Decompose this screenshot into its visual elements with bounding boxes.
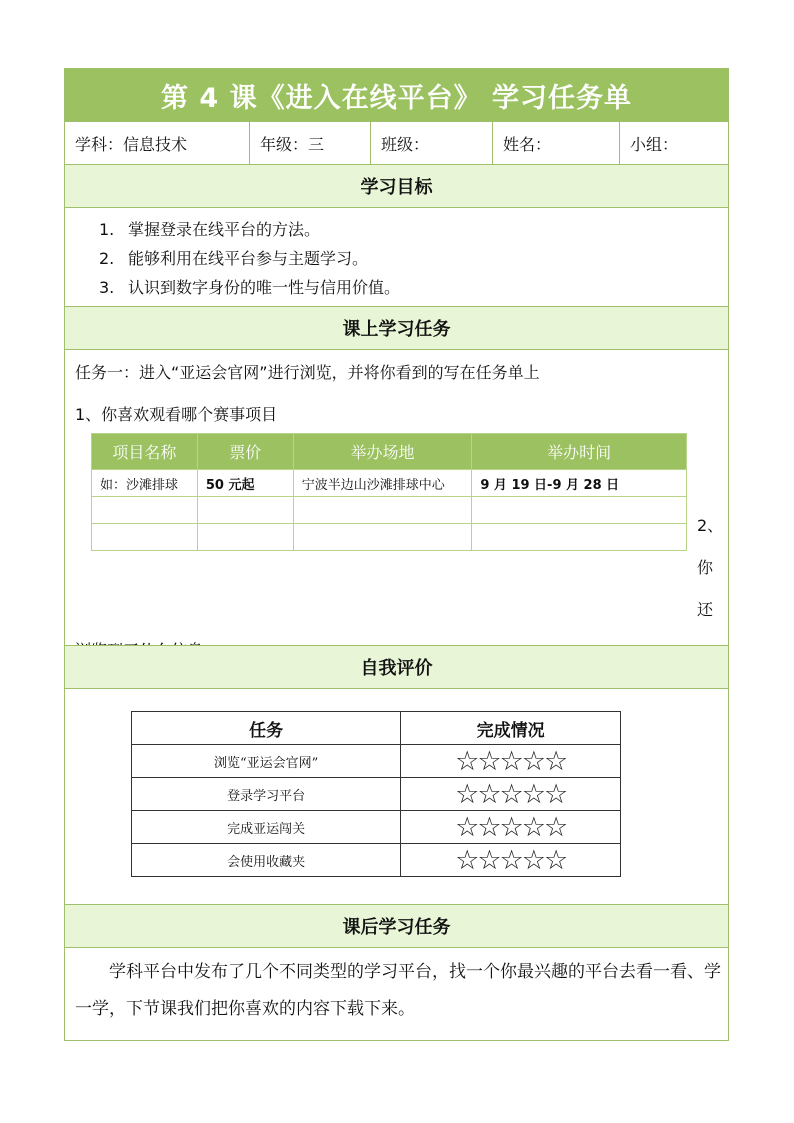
goals-heading: 学习目标 [65, 164, 728, 207]
column-header: 项目名称 [92, 434, 198, 470]
question-one-text: 1、你喜欢观看哪个赛事项目 [75, 405, 278, 424]
title-band [65, 69, 728, 121]
table-row [92, 524, 687, 551]
self-eval-heading: 自我评价 [65, 645, 728, 688]
task-one-text: 任务一：进入“亚运会官网”进行浏览，并将你看到的写在任务单上 [75, 363, 540, 382]
table-row [132, 811, 621, 844]
star-rating[interactable] [401, 811, 621, 844]
column-header: 任务 [132, 712, 401, 745]
after-class-heading: 课后学习任务 [65, 904, 728, 947]
table-row [92, 470, 687, 497]
page-title: 第 4 课《进入在线平台》 学习任务单 [161, 82, 632, 114]
goal-item: 3. 认识到数字身份的唯一性与信用价值。 [99, 278, 401, 297]
eval-task: 完成亚运闯关 [132, 811, 401, 844]
star-rating[interactable] [401, 778, 621, 811]
star-icon[interactable]: ☆☆☆☆☆ [455, 811, 567, 843]
column-header: 举办时间 [472, 434, 687, 470]
table-cell[interactable] [197, 497, 293, 524]
column-header: 票价 [197, 434, 293, 470]
group-cell: 小组： [630, 134, 679, 154]
events-table [91, 433, 687, 551]
question-two-char: 你 [697, 558, 714, 577]
grade-cell: 年级：三 [250, 122, 371, 164]
column-header: 举办场地 [293, 434, 472, 470]
star-icon[interactable]: ☆☆☆☆☆ [455, 745, 567, 777]
class-cell: 班级： [371, 122, 493, 164]
column-header: 完成情况 [401, 712, 621, 745]
table-cell[interactable] [92, 524, 198, 551]
table-cell: 9 月 19 日-9 月 28 日 [472, 470, 687, 497]
table-header-row [132, 712, 621, 745]
table-row [132, 844, 621, 877]
table-cell[interactable] [197, 524, 293, 551]
star-rating[interactable] [401, 844, 621, 877]
star-icon[interactable]: ☆☆☆☆☆ [455, 778, 567, 810]
goal-item: 1. 掌握登录在线平台的方法。 [99, 220, 321, 239]
eval-task: 会使用收藏夹 [132, 844, 401, 877]
table-cell[interactable] [472, 497, 687, 524]
question-two-char: 还 [697, 600, 714, 619]
eval-task: 浏览“亚运会官网” [132, 745, 401, 778]
star-icon[interactable]: ☆☆☆☆☆ [455, 844, 567, 876]
class-tasks-section [65, 349, 728, 645]
table-cell: 如：沙滩排球 [92, 470, 198, 497]
table-cell[interactable] [472, 524, 687, 551]
question-two-prefix: 2、 [697, 516, 724, 535]
eval-task: 登录学习平台 [132, 778, 401, 811]
table-header-row [92, 434, 687, 470]
table-cell[interactable] [293, 524, 472, 551]
table-cell[interactable] [92, 497, 198, 524]
table-cell: 宁波半边山沙滩排球中心 [293, 470, 472, 497]
table-row [92, 497, 687, 524]
table-cell: 50 元起 [197, 470, 293, 497]
class-tasks-heading: 课上学习任务 [65, 306, 728, 349]
table-cell[interactable] [293, 497, 472, 524]
self-eval-section [65, 688, 728, 904]
table-row [132, 745, 621, 778]
name-cell: 姓名： [493, 122, 620, 164]
goals-list [65, 207, 728, 306]
after-class-text: 学科平台中发布了几个不同类型的学习平台，找一个你最兴趣的平台去看一看、学一学，下节课我们把你喜欢的内容下载下来。 [65, 947, 728, 1041]
self-eval-table [131, 711, 621, 877]
table-row [132, 778, 621, 811]
subject-cell: 学科：信息技术 [65, 122, 250, 164]
task-sheet [64, 68, 729, 1041]
star-rating[interactable] [401, 745, 621, 778]
goal-item: 2. 能够利用在线平台参与主题学习。 [99, 249, 369, 268]
info-row [65, 121, 728, 164]
